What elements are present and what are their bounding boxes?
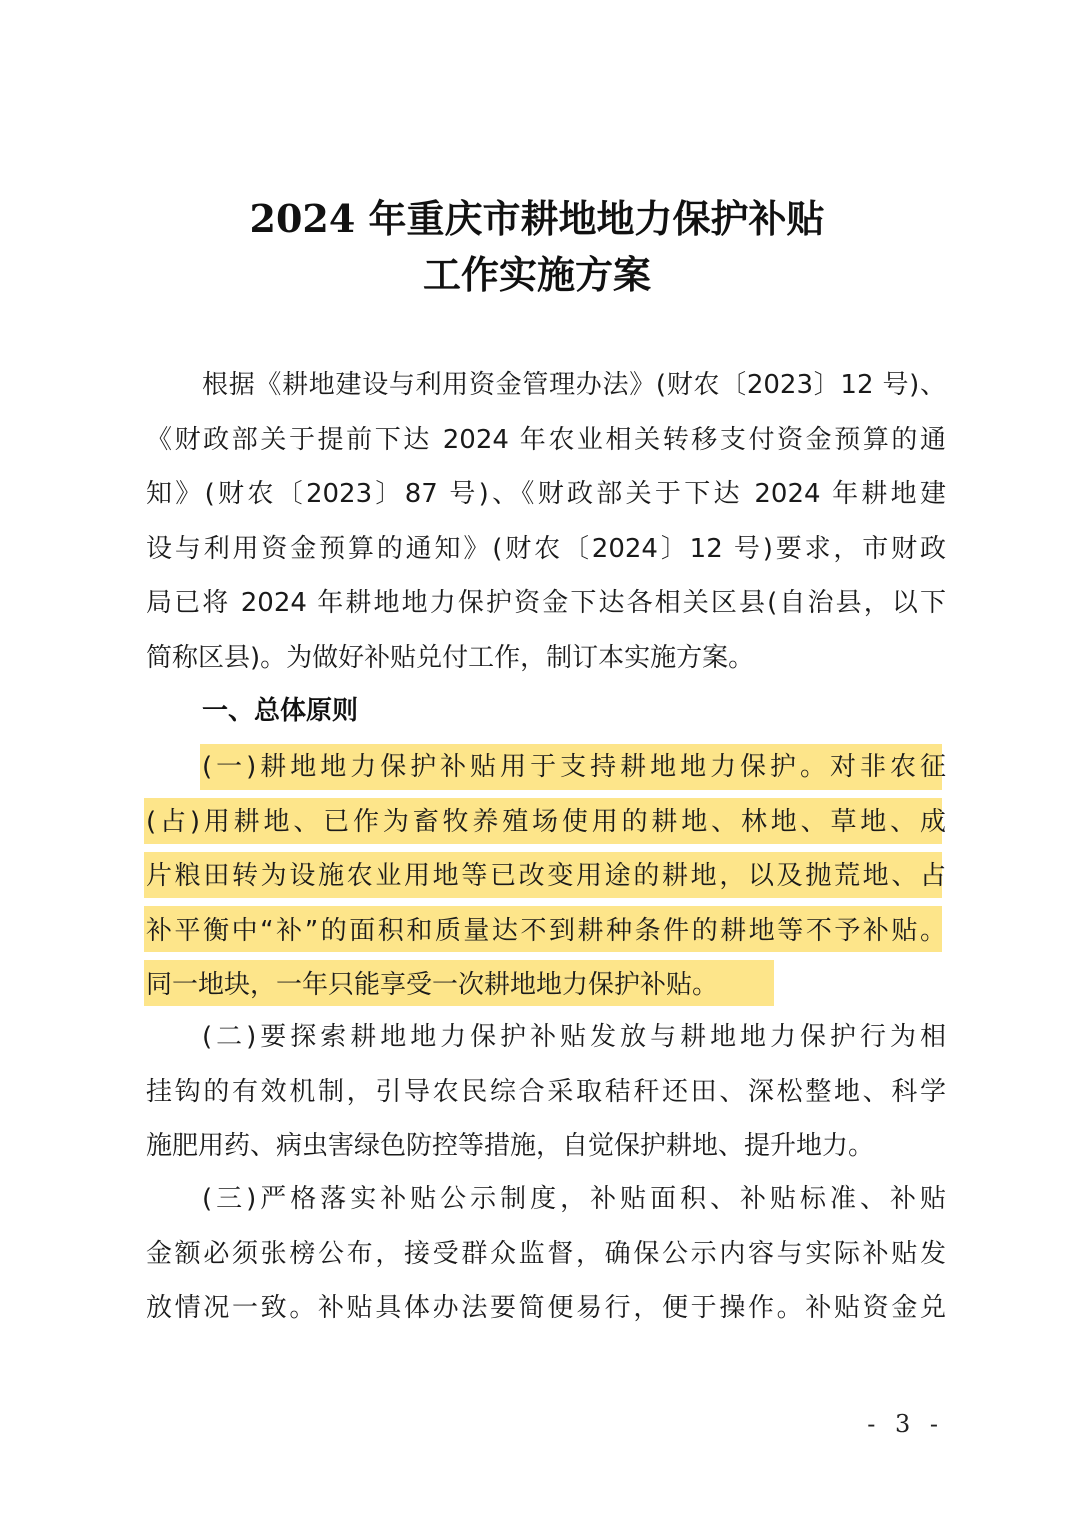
intro-line: 局已将 2024 年耕地地力保护资金下达各相关区县(自治县，以下 <box>146 588 946 618</box>
para1-line: 同一地块，一年只能享受一次耕地地力保护补贴。 <box>146 970 719 1000</box>
intro-line: 简称区县)。为做好补贴兑付工作，制订本实施方案。 <box>146 642 755 673</box>
para1-line: 片粮田转为设施农业用地等已改变用途的耕地，以及抛荒地、占 <box>146 861 946 891</box>
para2-line: (二)要探索耕地地力保护补贴发放与耕地地力保护行为相 <box>202 1022 946 1052</box>
para2-line: 施肥用药、病虫害绿色防控等措施，自觉保护耕地、提升地力。 <box>146 1131 875 1161</box>
paragraph-3 <box>146 1172 946 1336</box>
page-number: - 3 - <box>867 1410 944 1438</box>
section-heading: 一、总体原则 <box>202 696 359 726</box>
paragraph-1-highlighted <box>146 740 946 1013</box>
para3-line: 金额必须张榜公布，接受群众监督，确保公示内容与实际补贴发 <box>146 1238 946 1269</box>
document-title-line1: 2024 年重庆市耕地地力保护补贴 <box>249 196 825 241</box>
para2-line: 挂钩的有效机制，引导农民综合采取秸秆还田、深松整地、科学 <box>146 1076 946 1107</box>
intro-line: 设与利用资金预算的通知》(财农〔2024〕12 号)要求，市财政 <box>146 533 946 564</box>
para3-line: (三)严格落实补贴公示制度，补贴面积、补贴标准、补贴 <box>202 1184 946 1214</box>
intro-line: 《财政部关于提前下达 2024 年农业相关转移支付资金预算的通 <box>146 424 946 455</box>
intro-paragraph <box>146 358 946 685</box>
para1-line: 补平衡中“补”的面积和质量达不到耕种条件的耕地等不予补贴。 <box>146 915 946 946</box>
intro-line: 知》(财农〔2023〕87 号)、《财政部关于下达 2024 年耕地建 <box>146 479 946 509</box>
intro-line: 根据《耕地建设与利用资金管理办法》(财农〔2023〕12 号)、 <box>202 370 946 400</box>
para1-line: (一)耕地地力保护补贴用于支持耕地地力保护。对非农征 <box>202 752 946 782</box>
paragraph-2 <box>146 1010 946 1174</box>
document-title-line2: 工作实施方案 <box>422 252 651 297</box>
para3-line: 放情况一致。补贴具体办法要简便易行，便于操作。补贴资金兑 <box>146 1293 946 1323</box>
para1-line: (占)用耕地、已作为畜牧养殖场使用的耕地、林地、草地、成 <box>146 806 946 837</box>
